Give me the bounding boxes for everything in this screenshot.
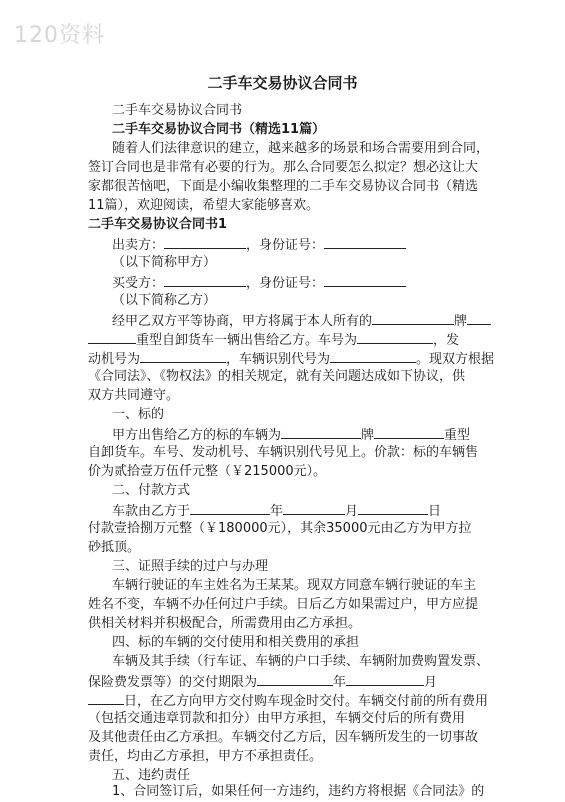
paragraph-line: 1、合同签订后，如果任何一方违约，违约方将根据《合同法》的 xyxy=(112,784,485,799)
section-heading: 二、付款方式 xyxy=(112,483,191,498)
document-title: 二手车交易协议合同书 xyxy=(207,74,358,92)
section-heading: 一、标的 xyxy=(112,407,165,422)
section-heading: 二手车交易协议合同书（精选11篇） xyxy=(112,122,326,137)
blank-field xyxy=(330,348,416,363)
watermark: 120资料 xyxy=(14,23,105,48)
text-run: ，车辆识别代号为 xyxy=(226,352,331,367)
text-run: 车款由乙方于 xyxy=(112,504,191,519)
blank-field xyxy=(467,310,491,325)
blank-field xyxy=(372,310,454,325)
paragraph-line: 车辆行驶证的车主姓名为王某某。现双方同意车辆行驶证的车主 xyxy=(112,578,477,593)
paragraph-line: 家都很苦恼吧，下面是小编收集整理的二手车交易协议合同书（精选 xyxy=(88,179,479,194)
paragraph-line: 签订合同也是非常有必要的行为。那么合同要怎么拟定？想必这让大 xyxy=(88,160,479,175)
blank-field xyxy=(358,500,428,515)
blank-field xyxy=(88,690,124,705)
paragraph-line: 供相关材料并积极配合，所需费用由乙方承担。 xyxy=(88,616,362,631)
text-line: 二手车交易协议合同书 xyxy=(112,103,243,118)
section-heading: 二手车交易协议合同书1 xyxy=(88,217,228,232)
blank-field xyxy=(374,424,444,439)
paragraph-line: 车辆及其手续（行车证、车辆的户口手续、车辆附加费购置发票、 xyxy=(112,654,490,669)
paragraph-line: 价为贰拾壹万伍仟元整（￥215000元）。 xyxy=(88,464,327,479)
blank-field xyxy=(281,424,361,439)
blank-field xyxy=(164,234,246,249)
section-heading: 三、证照手续的过户与办理 xyxy=(112,559,269,574)
text-run: 月 xyxy=(424,675,438,690)
blank-field xyxy=(324,272,406,287)
paragraph-line: 双方共同遵守。 xyxy=(88,388,180,403)
text-run: 重型自卸货车一辆出售给乙方。车号为 xyxy=(136,333,358,348)
paragraph-line: 随着人们法律意识的建立，越来越多的场景和场合需要用到合同， xyxy=(112,141,490,156)
blank-field xyxy=(164,272,246,287)
text-run: 日 xyxy=(428,504,442,519)
blank-field xyxy=(324,234,406,249)
text-run: 牌 xyxy=(454,314,468,329)
paragraph-line: 姓名不变，车辆不办任何过户手续。日后乙方如果需过户，甲方应提 xyxy=(88,597,479,612)
paragraph-line: 责任，均由乙方承担，甲方不承担责任。 xyxy=(88,749,323,764)
paragraph-line: 自卸货车。车号、发动机号、车辆识别代号见上。价款：标的车辆售 xyxy=(88,445,479,460)
text-run: 日，在乙方向甲方交付购车现金时交付。车辆交付前的所有费用 xyxy=(124,694,489,709)
section-heading: 四、标的车辆的交付使用和相关费用的承担 xyxy=(112,635,360,650)
text-line: （以下简称甲方） xyxy=(112,255,217,270)
seller-label: 出卖方： xyxy=(112,238,165,253)
paragraph-line: 砂抵顶。 xyxy=(88,540,141,555)
blank-field xyxy=(283,500,345,515)
paragraph-line: 《合同法》、《物权法》的相关规定，就有关问题达成如下协议，供 xyxy=(88,369,466,384)
blank-field xyxy=(357,329,433,344)
paragraph-line: （包括交通违章罚款和扣分）由甲方承担，车辆交付后的所有费用 xyxy=(88,711,466,726)
paragraph-line: 11篇），欢迎阅读，希望大家能够喜欢。 xyxy=(88,198,320,213)
text-line: （以下简称乙方） xyxy=(112,293,217,308)
blank-field xyxy=(346,671,424,686)
buyer-label: 买受方： xyxy=(112,276,165,291)
text-run: 经甲乙双方平等协商，甲方将属于本人所有的 xyxy=(112,314,373,329)
text-run: 保险费发票等）的交付期限为 xyxy=(88,675,258,690)
text-run: 甲方出售给乙方的标的车辆为 xyxy=(112,428,282,443)
section-heading: 五、违约责任 xyxy=(112,768,191,783)
text-run: 重型 xyxy=(444,428,471,443)
text-run: 月 xyxy=(345,504,359,519)
text-run: 年 xyxy=(333,675,347,690)
blank-field xyxy=(88,329,136,344)
paragraph-line: 及其他责任由乙方承担。车辆交付乙方后，因车辆所发生的一切事故 xyxy=(88,730,479,745)
blank-field xyxy=(257,671,333,686)
blank-field xyxy=(140,348,226,363)
text-run: 。现双方根据 xyxy=(416,352,495,367)
paragraph-line: 付款壹拾捌万元整（￥180000元），其余35000元由乙方为甲方拉 xyxy=(88,521,472,536)
text-run: 动机号为 xyxy=(88,352,141,367)
text-run: ，发 xyxy=(433,333,460,348)
text-run: 年 xyxy=(270,504,284,519)
id-label: ，身份证号： xyxy=(246,276,325,291)
id-label: ，身份证号： xyxy=(246,238,325,253)
blank-field xyxy=(190,500,270,515)
text-run: 牌 xyxy=(361,428,375,443)
